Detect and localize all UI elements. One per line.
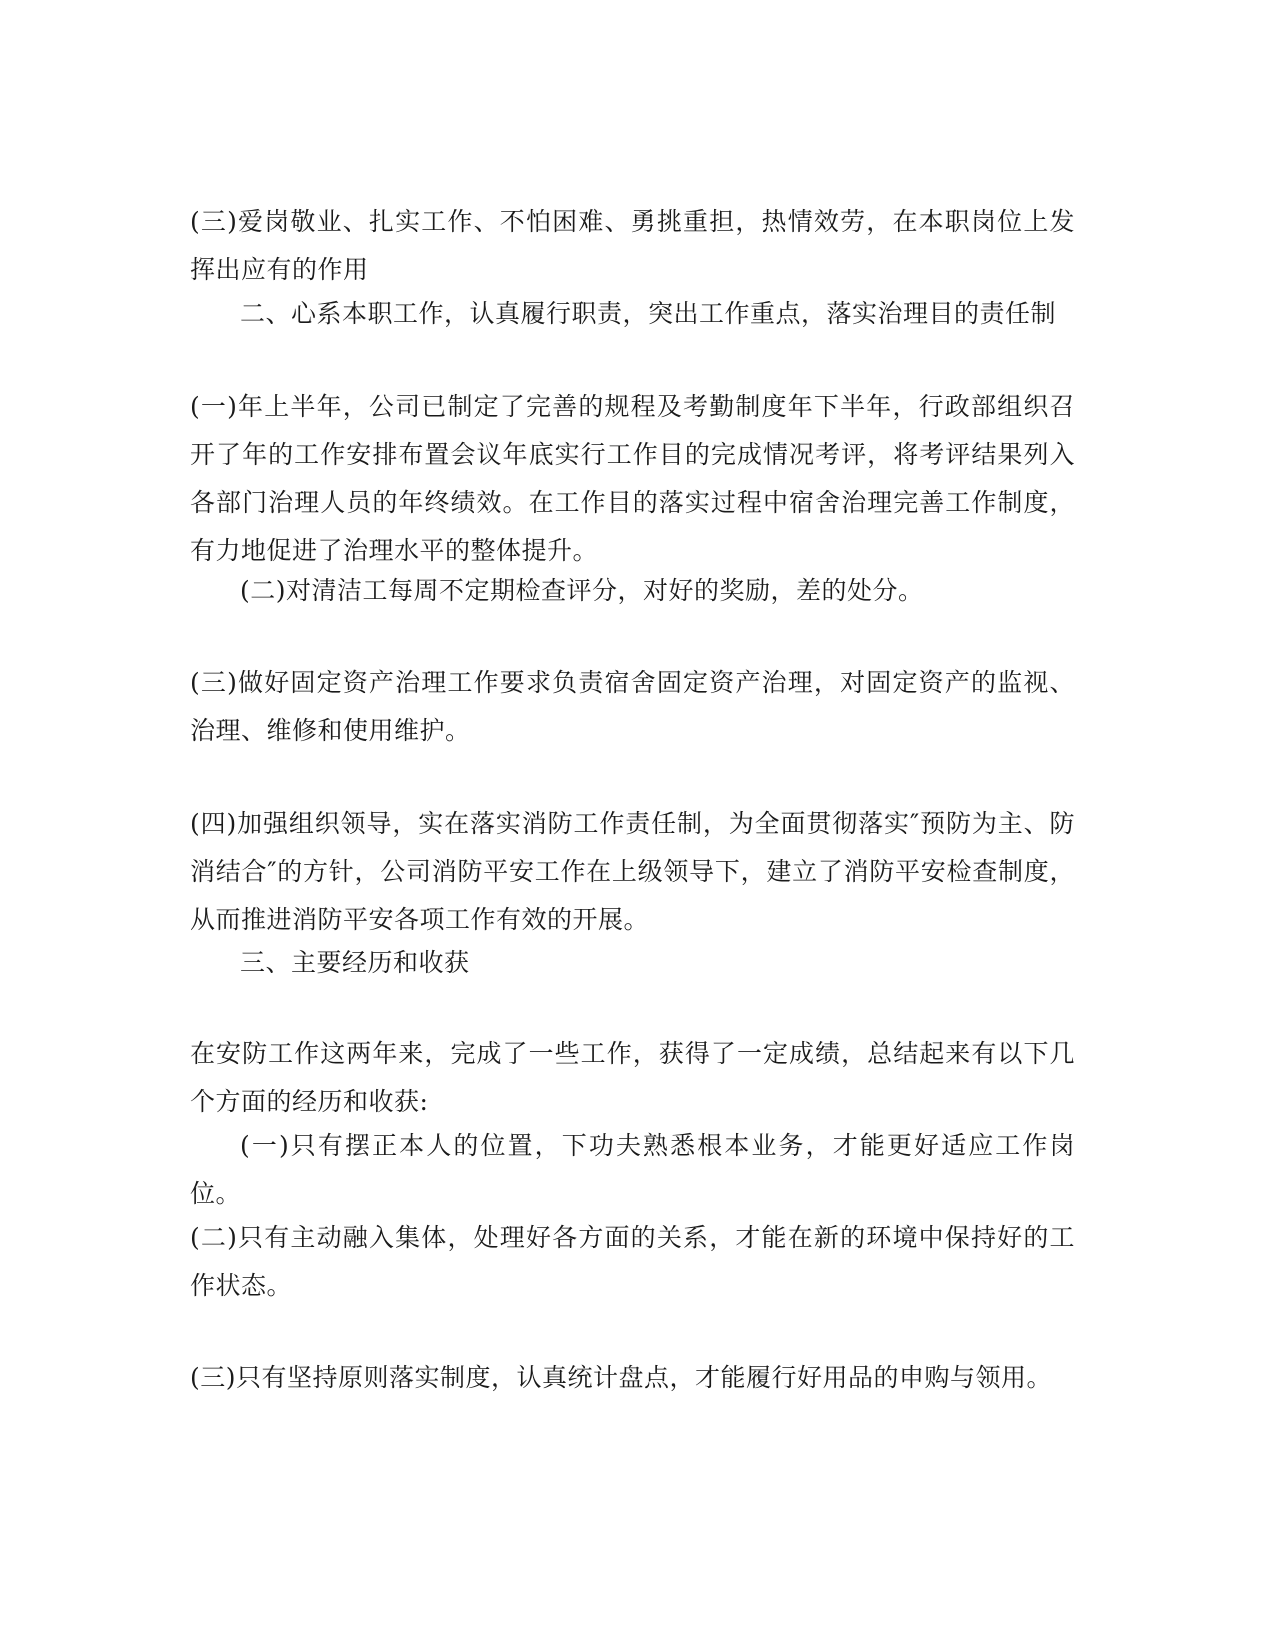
paragraph-experience-2: (二)只有主动融入集体，处理好各方面的关系，才能在新的环境中保持好的工作状态。	[190, 1223, 1075, 1300]
paragraph-experience-intro: 在安防工作这两年来，完成了一些工作，获得了一定成绩，总结起来有以下几个方面的经历和收获:	[190, 1039, 1075, 1116]
paragraph-management-system: (一)年上半年，公司已制定了完善的规程及考勤制度年下半年，行政部组织召开了年的工作安排布置会议年底实行工作目的完成情况考评，将考评结果列入各部门治理人员的年终绩效。在工作目的落实过程中宿舍治理完善工作制度，有力地促进了治理水平的整体提升。	[190, 392, 1075, 565]
section-heading-experience: 三、主要经历和收获	[240, 948, 470, 977]
paragraph-cleaning-inspection: (二)对清洁工每周不定期检查评分，对好的奖励，差的处分。	[240, 576, 924, 605]
paragraph-fixed-assets: (三)做好固定资产治理工作要求负责宿舍固定资产治理，对固定资产的监视、治理、维修和使用维护。	[190, 668, 1075, 745]
paragraph-dedication: (三)爱岗敬业、扎实工作、不怕困难、勇挑重担，热情效劳，在本职岗位上发挥出应有的作用	[190, 207, 1075, 284]
paragraph-fire-safety: (四)加强组织领导，实在落实消防工作责任制，为全面贯彻落实″预防为主、防消结合″的方针，公司消防平安工作在上级领导下，建立了消防平安检查制度，从而推进消防平安各项工作有效的开展。	[190, 809, 1075, 934]
section-heading-duties: 二、心系本职工作，认真履行职责，突出工作重点，落实治理目的责任制	[240, 299, 1057, 328]
paragraph-experience-1: (一)只有摆正本人的位置，下功夫熟悉根本业务，才能更好适应工作岗位。	[190, 1131, 1075, 1208]
paragraph-experience-3: (三)只有坚持原则落实制度，认真统计盘点，才能履行好用品的申购与领用。	[190, 1363, 1053, 1392]
